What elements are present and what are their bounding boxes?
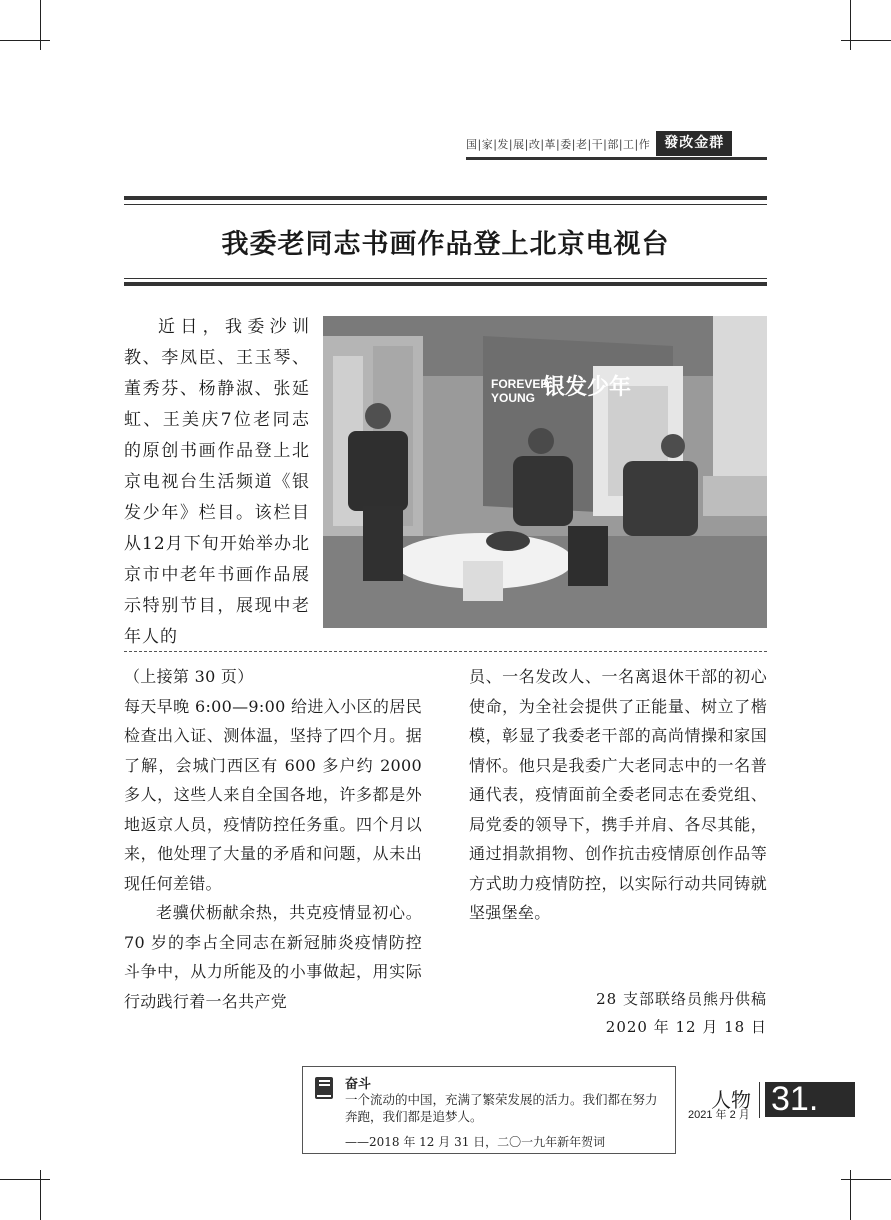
crop-mark <box>841 1179 891 1180</box>
book-icon <box>315 1077 333 1099</box>
page-number: 31. <box>765 1082 855 1117</box>
right-paragraph-1: 员、一名发改人、一名离退休干部的初心使命，为全社会提供了正能量、树立了楷模，彰显了我委老干部的高尚情操和家国情怀。他只是我委广大老同志中的一名普通代表，疫情面前全委老同志在委党组、局党委的领导下，携手并肩、各尽其能，通过捐款捐物、创作抗击疫情原创作品等方式助力疫情防控，以实际行动共同铸就坚强堡垒。 <box>469 667 767 922</box>
photo-show-name: 银发少年 <box>543 374 632 399</box>
quote-box <box>302 1066 676 1154</box>
section-name: 人物 <box>711 1090 751 1112</box>
title-rule-bottom <box>124 282 767 286</box>
title-rule-bottom-thin <box>124 278 767 279</box>
header-badge: 發改金群 <box>656 131 732 156</box>
article-date: 2020 年 12 月 18 日 <box>605 1018 767 1036</box>
crop-mark <box>40 0 41 50</box>
crop-mark <box>40 1170 41 1220</box>
crop-mark <box>841 40 891 41</box>
issue-date: 2021 年 2 月 <box>688 1109 750 1121</box>
left-paragraph-1: 每天早晚 6:00—9:00 给进入小区的居民检查出入证、测体温，坚持了四个月。据了解，会城门西区有 600 多户约 2000 多人，这些人来自全国各地，许多都是外地返京人员，疫情防控任务重。四个月以来，他处理了大量的矛盾和问题，从未出现任何差错。 <box>124 696 422 893</box>
continuation-label: （上接第 30 页） <box>124 667 254 686</box>
footer-separator <box>759 1082 760 1118</box>
crop-mark <box>0 1179 50 1180</box>
article-title: 我委老同志书画作品登上北京电视台 <box>221 229 670 260</box>
header-rule <box>466 157 767 160</box>
section-divider <box>124 651 767 652</box>
tv-studio-photo <box>323 316 767 628</box>
left-paragraph-2: 老骥伏枥献余热，共克疫情显初心。70 岁的李占全同志在新冠肺炎疫情防控斗争中，从力所能及的小事做起，用实际行动践行着一名共产党 <box>124 903 422 1011</box>
intro-paragraph: 近日，我委沙训教、李凤臣、王玉琴、董秀芬、杨静淑、张延虹、王美庆7位老同志的原创书画作品登上北京电视台生活频道《银发少年》栏目。该栏目从12月下旬开始举办北京市中老年书画作品展示特别节目，展现中老年人的 <box>124 317 310 647</box>
header-org-text: 国|家|发|展|改|革|委|老|干|部|工|作 <box>466 137 651 151</box>
crop-mark <box>850 1170 851 1220</box>
author-signature: 28 支部联络员熊丹供稿 <box>596 990 767 1008</box>
left-column <box>124 662 422 1016</box>
title-rule-top <box>124 196 767 200</box>
crop-mark <box>850 0 851 50</box>
right-column <box>469 662 767 928</box>
crop-mark <box>0 40 50 41</box>
title-rule-top-thin <box>124 204 767 205</box>
quote-title: 奋斗 <box>345 1077 372 1092</box>
photo-en-young: YOUNG <box>491 391 536 405</box>
running-header <box>466 131 732 156</box>
intro-text <box>124 312 310 653</box>
quote-body: 一个流动的中国，充满了繁荣发展的活力。我们都在努力奔跑，我们都是追梦人。 <box>345 1092 658 1124</box>
quote-source: ——2018 年 12 月 31 日，二〇一九年新年贺词 <box>345 1135 606 1149</box>
photo-en-forever: FOREVER <box>491 377 550 391</box>
